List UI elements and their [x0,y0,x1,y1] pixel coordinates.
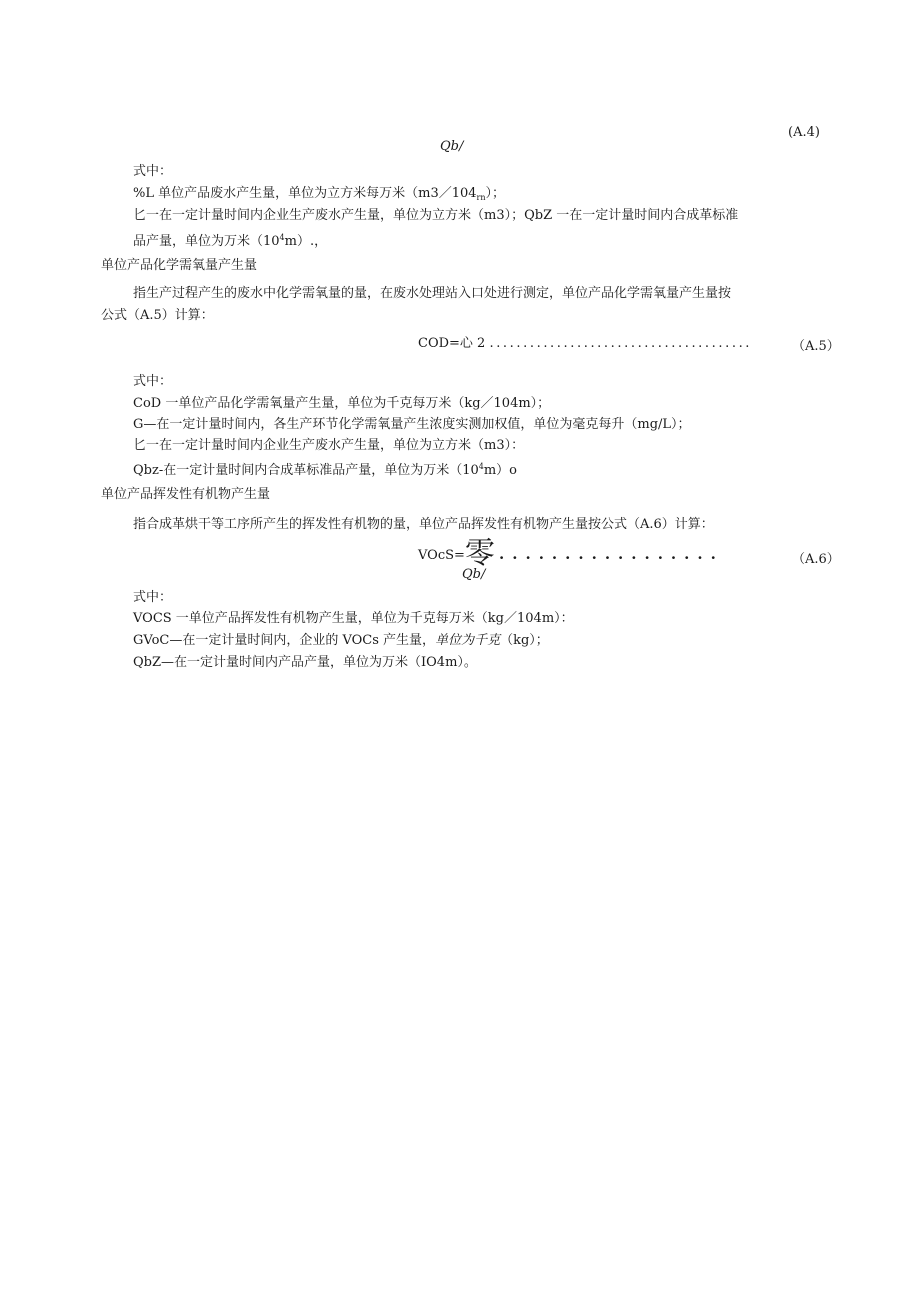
definition-a6-2 [133,632,549,650]
formula-voc-dot-leader: ................. [499,545,724,563]
definition-a5-1: CoD 一单位产品化学需氧量产生量，单位为千克每万米（kg／104m）； [133,396,551,411]
definition-a5-4-text: Qbz-在一定计量时间内合成革标准品产量，单位为万米（10 [133,463,479,478]
definition-a4-2-continued [133,229,327,251]
paragraph-cod-line1: 指生产过程产生的废水中化学需氧量的量，在废水处理站入口处进行测定，单位产品化学需氧量产生量按 [133,286,732,301]
definition-a4-2: 匕一在一定计量时间内企业生产废水产生量，单位为立方米（m3）；QbZ 一在一定计量时间内合成革标准 [133,208,739,223]
equation-number-a4: (A.4) [788,125,820,140]
definition-a5-4-superscript: 4 [478,462,484,471]
formula-cod [418,335,752,353]
formula-denominator-a4: Qb/ [440,139,464,154]
equation-number-a6: （A.6） [792,552,840,567]
formula-cod-expression: COD=心 2 [418,336,486,351]
definition-a6-2-tail: （kg）； [500,633,549,648]
definition-a4-2-cont-superscript: 4 [279,233,285,242]
definition-a4-2-cont-text: 品产量，单位为万米（10 [133,234,280,249]
definition-a5-4 [133,458,517,480]
definition-a4-1-subscript: rn [476,193,486,202]
definition-a4-1 [133,185,505,207]
formula-cod-dot-leader: ....................................... [489,336,753,351]
definition-a6-3: QbZ—在一定计量时间内产品产量，单位为万米（IO4m）。 [133,655,477,670]
definition-a5-3: 匕一在一定计量时间内企业生产废水产生量，单位为立方米（m3）： [133,438,525,453]
definition-a6-1: VOCS 一单位产品挥发性有机物产生量，单位为千克每万米（kg／104m）： [133,611,574,626]
formula-voc-lhs: VOcS= [418,548,465,563]
definition-a5-4-tail: m）o [483,463,518,478]
where-label-a5: 式中： [133,374,173,389]
definition-a4-1-tail: ）； [485,186,506,201]
paragraph-voc: 指合成革烘干等工序所产生的挥发性有机物的量，单位产品挥发性有机物产生量按公式（A.6）计算： [133,517,714,532]
definition-a4-1-text: %L 单位产品废水产生量，单位为立方米每万米（m3／104 [133,186,477,201]
formula-denominator-a6: Qb/ [462,567,486,582]
definition-a4-2-cont-tail: m）.， [284,234,328,249]
section-heading-cod: 单位产品化学需氧量产生量 [101,258,258,273]
section-heading-voc: 单位产品挥发性有机物产生量 [101,487,271,502]
definition-a5-2: G—在一定计量时间内，各生产环节化学需氧量产生浓度实测加权值，单位为毫克每升（mg/L）； [133,417,691,432]
definition-a6-2-text: GVoC—在一定计量时间内，企业的 VOCs 产生量， [133,633,436,648]
paragraph-cod-line2: 公式（A.5）计算： [101,308,214,323]
formula-voc-numerator: 零 [464,536,495,571]
formula-voc [418,536,724,571]
definition-a6-2-italic: 单位为千克 [435,633,501,648]
where-label-a4: 式中： [133,164,173,179]
where-label-a6: 式中： [133,590,173,605]
equation-number-a5: （A.5） [792,339,840,354]
